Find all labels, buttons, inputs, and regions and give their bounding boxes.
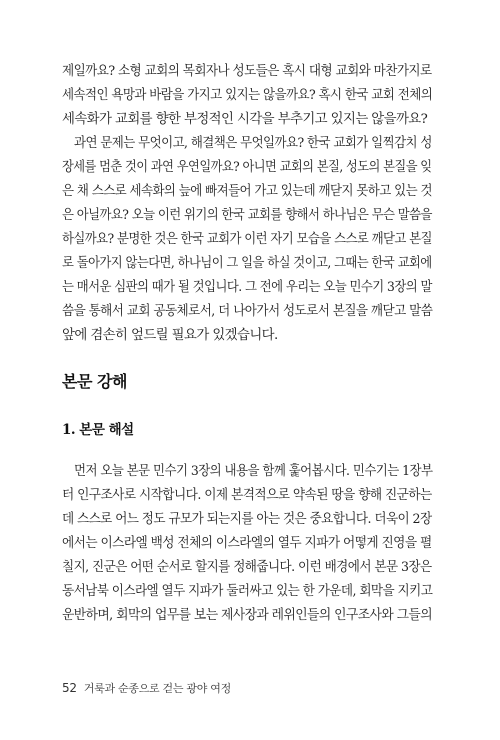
text-line: 에서는 이스라엘 백성 전체의 이스라엘의 열두 지파가 어떻게 진영을 펼 (62, 536, 432, 551)
section-heading: 본문 강해 (62, 372, 127, 391)
page-number: 52 (62, 681, 77, 695)
text-line: 씀을 통해서 교회 공동체로서, 더 나아가서 성도로서 본질을 깨닫고 말씀 (62, 304, 433, 319)
text-line: 앞에 겸손히 엎드릴 필요가 있겠습니다. (62, 328, 278, 343)
text-line: 터 인구조사로 시작합니다. 이제 본격적으로 약속된 땅을 향해 진군하는 (62, 488, 432, 503)
text-line: 은 아닐까요? 오늘 이런 위기의 한국 교회를 향해서 하나님은 무슨 말씀을 (62, 208, 432, 223)
text-line: 세속적인 욕망과 바람을 가지고 있지는 않을까요? 혹시 한국 교회 전체의 (62, 88, 433, 103)
text-line: 동서남북 이스라엘 열두 지파가 둘러싸고 있는 한 가운데, 회막을 지키고 (62, 584, 433, 599)
text-line: 장세를 멈춘 것이 과연 우연일까요? 아니면 교회의 본질, 성도의 본질을 잊 (62, 160, 432, 175)
page-footer (62, 680, 231, 696)
book-title: 거룩과 순종으로 걷는 광야 여정 (83, 682, 231, 695)
text-line: 제일까요? 소형 교회의 목회자나 성도들은 혹시 대형 교회와 마찬가지로 (62, 64, 432, 79)
text-line: 은 채 스스로 세속화의 늪에 빠져들어 가고 있는데 깨닫지 못하고 있는 것 (62, 184, 432, 199)
text-line: 로 돌아가지 않는다면, 하나님이 그 일을 하실 것이고, 그때는 한국 교회에 (62, 256, 432, 271)
text-line: 먼저 오늘 본문 민수기 3장의 내용을 함께 훑어봅시다. 민수기는 1장부 (74, 464, 433, 479)
text-line: 운반하며, 회막의 업무를 보는 제사장과 레위인들의 인구조사와 그들의 (62, 608, 432, 623)
sub-heading: 1. 본문 해설 (62, 422, 134, 438)
text-line: 칠지, 진군은 어떤 순서로 할지를 정해줍니다. 이런 배경에서 본문 3장은 (62, 560, 432, 575)
text-line: 과연 문제는 무엇이고, 해결책은 무엇일까요? 한국 교회가 일찍감치 성 (74, 136, 432, 151)
text-line: 는 매서운 심판의 때가 될 것입니다. 그 전에 우리는 오늘 민수기 3장의 말 (62, 280, 432, 295)
text-line: 하실까요? 분명한 것은 한국 교회가 이런 자기 모습을 스스로 깨닫고 본질 (62, 232, 432, 247)
text-line: 데 스스로 어느 정도 규모가 되는지를 아는 것은 중요합니다. 더욱이 2장 (62, 512, 432, 527)
text-line: 세속화가 교회를 향한 부정적인 시각을 부추기고 있지는 않을까요? (62, 112, 428, 127)
